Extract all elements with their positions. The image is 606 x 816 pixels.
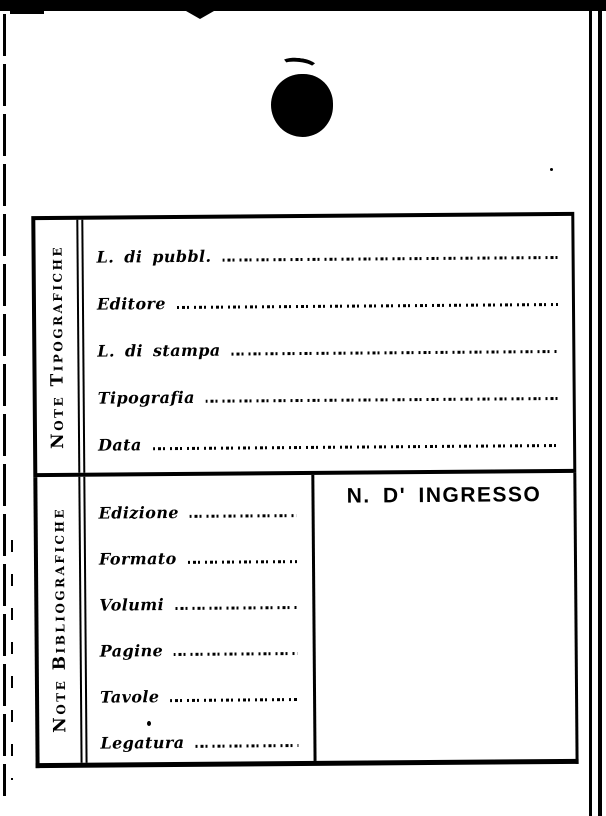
- section-typographic: [31, 212, 576, 477]
- field-label: Pagine: [99, 641, 164, 661]
- field-label: Legatura: [100, 733, 185, 753]
- scan-edge-left-inner: [11, 540, 13, 780]
- field-value-line: [222, 256, 557, 262]
- field-label: Formato: [98, 549, 177, 569]
- field-value-line: [174, 652, 298, 656]
- scan-artifact-notch: [186, 11, 214, 19]
- section-header-cell: [35, 220, 78, 473]
- field-row-l-di-pubbl: [96, 216, 559, 267]
- scan-edge-right-outer: [598, 0, 602, 816]
- typographic-fields: [83, 216, 573, 473]
- field-label: Volumi: [99, 595, 165, 615]
- section-header-typographic: Note Tipografiche: [45, 244, 68, 449]
- scan-speck: [550, 168, 553, 171]
- field-row-l-di-stampa: [97, 310, 560, 361]
- field-row-edizione: [98, 475, 298, 523]
- form-table: [31, 212, 578, 768]
- section-header-cell: [37, 477, 80, 763]
- field-label: Tavole: [99, 687, 160, 707]
- field-label: Edizione: [98, 503, 179, 523]
- field-value-line: [206, 397, 559, 403]
- field-value-line: [153, 444, 559, 450]
- field-value-line: [195, 744, 298, 748]
- scan-edge-top: [0, 0, 606, 11]
- punch-hole: [271, 74, 333, 137]
- section-header-bibliographic: Note Bibliografiche: [48, 506, 70, 733]
- field-row-legatura: [100, 705, 300, 753]
- field-row-tipografia: [97, 357, 560, 408]
- entry-number-label: N. D' INGRESSO: [346, 483, 542, 508]
- field-label: Tipografia: [97, 388, 195, 408]
- section-bibliographic: [33, 473, 578, 768]
- field-value-line: [175, 606, 297, 610]
- field-value-line: [177, 303, 558, 309]
- field-value-line: [190, 514, 297, 518]
- field-label: Data: [98, 435, 142, 455]
- field-value-line: [232, 350, 559, 356]
- field-value-line: [188, 560, 297, 564]
- scan-artifact-mark: [10, 9, 44, 14]
- field-row-editore: [97, 263, 560, 314]
- scan-edge-left: [3, 14, 6, 796]
- field-label: L. di stampa: [97, 340, 221, 361]
- entry-number-cell: [314, 473, 575, 761]
- field-row-pagine: [99, 613, 299, 661]
- field-label: L. di pubbl.: [96, 246, 212, 267]
- scan-edge-right-inner: [589, 6, 592, 816]
- field-value-line: [170, 698, 298, 702]
- field-row-volumi: [99, 567, 299, 615]
- bibliographic-fields: [85, 475, 313, 763]
- field-label: Editore: [96, 294, 166, 314]
- field-row-formato: [99, 521, 299, 569]
- field-row-tavole: [100, 659, 300, 707]
- punch-hole-arc: [279, 56, 319, 77]
- field-row-data: [98, 404, 561, 455]
